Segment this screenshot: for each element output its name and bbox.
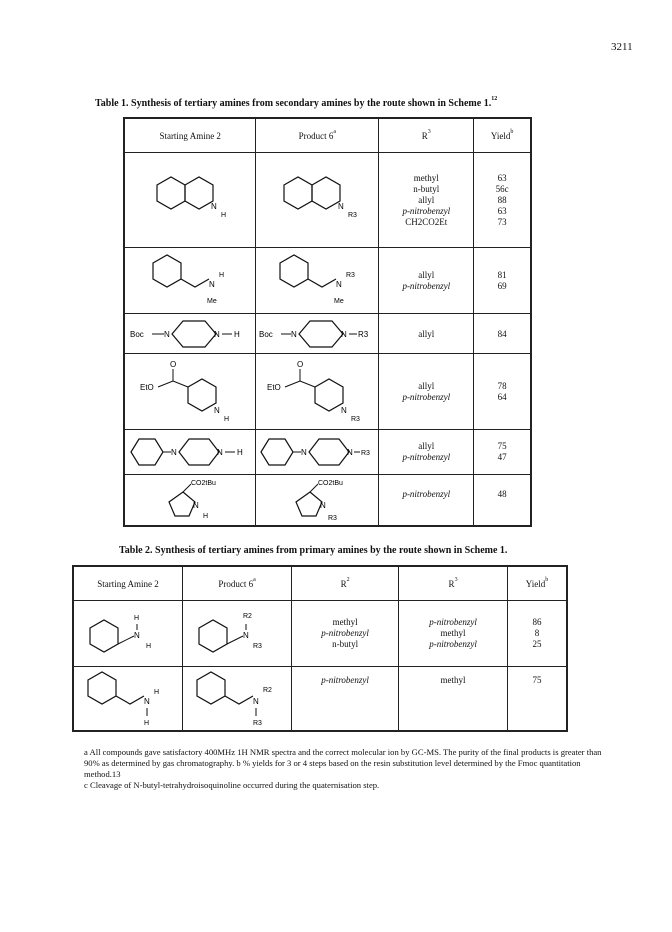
table1-yield-cell: 84 <box>474 314 531 354</box>
svg-text:EtO: EtO <box>140 382 154 392</box>
structure-phenethylamine-product <box>183 667 292 731</box>
table1-yield-cell: 81 69 <box>474 248 531 314</box>
structure-thiq-product <box>256 153 379 248</box>
svg-text:N: N <box>338 202 345 211</box>
svg-text:CO2tBu: CO2tBu <box>191 479 217 487</box>
table1 <box>123 117 532 527</box>
footnote-c: c Cleavage of N-butyl-tetrahydroisoquinoline occurred during the quaternisation step. <box>84 780 380 790</box>
table-row <box>124 430 531 475</box>
table-row <box>73 667 567 731</box>
svg-text:N: N <box>320 500 327 510</box>
svg-text:N: N <box>243 630 249 640</box>
svg-text:H: H <box>233 329 240 339</box>
thiq-structure-diagram <box>135 165 245 235</box>
svg-text:R3: R3 <box>358 329 369 339</box>
table-row <box>124 153 531 248</box>
isonipecotate-diagram <box>130 357 250 427</box>
table2-header-row <box>73 566 567 601</box>
benzylamine-diagram <box>78 606 178 662</box>
svg-text:O: O <box>170 359 177 369</box>
svg-text:N: N <box>214 405 220 415</box>
phenethyl-structure-diagram <box>135 251 245 311</box>
table1-yield-cell: 63 56c 88 63 73 <box>474 153 531 248</box>
table2-header-yield: Yield$^b$ <box>508 566 567 601</box>
svg-text:Boc: Boc <box>259 329 274 339</box>
svg-text:H: H <box>203 512 209 520</box>
svg-text:H: H <box>144 720 150 728</box>
svg-text:N: N <box>171 448 177 457</box>
table2-r3-cell: methyl <box>399 667 508 731</box>
svg-text:N: N <box>163 329 170 339</box>
footnote-ab: a All compounds gave satisfactory 400MHz 1H NMR spectra and the correct molecular ion by GC-MS. The purity of the final products is greater than 90% as determined by gas chromatography. b % yields for 3 or 4 steps based on the resin substitution level determined by the Fmoc quantitation method.13 <box>84 747 602 779</box>
phenethylamine-product-diagram <box>187 668 287 728</box>
svg-text:N: N <box>211 202 217 211</box>
table1-header-r3: $R^3$ <box>379 118 474 153</box>
structure-ethyl-isonipecotate <box>124 354 256 430</box>
structure-phenethyl-product <box>256 248 379 314</box>
footnotes <box>84 747 604 791</box>
phenylpiperazine-product-diagram <box>257 433 377 471</box>
structure-benzylamine <box>73 601 183 667</box>
svg-text:H: H <box>237 448 243 457</box>
svg-text:N: N <box>301 448 308 457</box>
table1-caption-text: Table 1. Synthesis of tertiary amines from secondary amines by the route shown in Scheme 1. <box>95 98 492 109</box>
proline-diagram <box>135 476 245 524</box>
page-number: 3211 <box>611 41 633 53</box>
structure-boc-piperazine-product <box>256 314 379 354</box>
table2-r2-cell: p-nitrobenzyl <box>292 667 399 731</box>
svg-text:N: N <box>217 448 223 457</box>
svg-text:O: O <box>297 359 304 369</box>
svg-text:H: H <box>146 642 152 650</box>
table1-caption-ref: 12 <box>491 96 498 102</box>
structure-proline-product <box>256 475 379 526</box>
table2-header-product: Product 6$^a$ <box>183 566 292 601</box>
svg-text:EtO: EtO <box>267 382 282 392</box>
svg-text:R2: R2 <box>263 687 273 695</box>
structure-methylphenethylamine <box>124 248 256 314</box>
structure-phenylpiperazine-product <box>256 430 379 475</box>
table2-yield-cell: 75 <box>508 667 567 731</box>
svg-text:N: N <box>209 279 215 289</box>
table1-caption <box>95 98 497 109</box>
table1-r3-cell: allyl <box>379 314 474 354</box>
table2-header-r3: $R^3$ <box>399 566 508 601</box>
svg-text:N: N <box>336 279 343 289</box>
svg-text:Me: Me <box>334 297 345 305</box>
svg-text:N: N <box>341 405 348 415</box>
svg-text:H: H <box>221 212 227 219</box>
svg-text:N: N <box>193 500 199 510</box>
table-row <box>124 475 531 526</box>
phenethylamine-diagram <box>78 668 178 728</box>
svg-text:H: H <box>224 415 230 423</box>
svg-text:N: N <box>291 329 298 339</box>
boc-piperazine-product-diagram <box>257 317 377 351</box>
table2 <box>72 565 568 732</box>
table2-r3-cell: p-nitrobenzyl methyl p-nitrobenzyl <box>399 601 508 667</box>
svg-text:R3: R3 <box>346 271 356 279</box>
svg-text:R3: R3 <box>253 720 263 728</box>
isonipecotate-product-diagram <box>257 357 377 427</box>
svg-text:R3: R3 <box>348 212 358 219</box>
table1-yield-cell: 48 <box>474 475 531 526</box>
svg-text:R3: R3 <box>328 514 338 522</box>
svg-text:R3: R3 <box>361 450 371 457</box>
table-row <box>124 354 531 430</box>
svg-text:N: N <box>213 329 220 339</box>
table1-r3-cell: p-nitrobenzyl <box>379 475 474 526</box>
structure-isonipecotate-product <box>256 354 379 430</box>
table2-header-starting: Starting Amine 2 <box>73 566 183 601</box>
svg-text:CO2tBu: CO2tBu <box>318 479 344 487</box>
structure-benzylamine-product <box>183 601 292 667</box>
structure-phenylpiperazine <box>124 430 256 475</box>
table1-header-row <box>124 118 531 153</box>
table2-r2-cell: methyl p-nitrobenzyl n-butyl <box>292 601 399 667</box>
table2-header-r2: $R^2$ <box>292 566 399 601</box>
table1-r3-cell: allyl p-nitrobenzyl <box>379 354 474 430</box>
table-row <box>124 248 531 314</box>
boc-piperazine-diagram <box>128 317 253 351</box>
svg-text:H: H <box>219 271 225 279</box>
table1-header-product: Product 6$^a$ <box>256 118 379 153</box>
phenylpiperazine-diagram <box>127 433 253 471</box>
table1-r3-cell: methyl n-butyl allyl p-nitrobenzyl CH2CO2Et <box>379 153 474 248</box>
svg-text:R3: R3 <box>351 415 361 423</box>
structure-phenethylamine <box>73 667 183 731</box>
svg-text:Me: Me <box>207 297 217 305</box>
svg-text:N: N <box>253 697 259 707</box>
proline-product-diagram <box>262 476 372 524</box>
benzylamine-product-diagram <box>187 606 287 662</box>
svg-text:N: N <box>144 697 150 707</box>
svg-text:N: N <box>341 329 348 339</box>
table1-header-starting: Starting Amine 2 <box>124 118 256 153</box>
table1-r3-cell: allyl p-nitrobenzyl <box>379 248 474 314</box>
svg-text:N: N <box>347 448 354 457</box>
table2-caption: Table 2. Synthesis of tertiary amines from primary amines by the route shown in Scheme 1. <box>119 545 508 556</box>
table1-yield-cell: 75 47 <box>474 430 531 475</box>
table-row <box>124 314 531 354</box>
table2-yield-cell: 86 8 25 <box>508 601 567 667</box>
table-row <box>73 601 567 667</box>
table1-header-yield: Yield$^b$ <box>474 118 531 153</box>
structure-boc-piperazine <box>124 314 256 354</box>
svg-text:N: N <box>134 630 140 640</box>
svg-text:R3: R3 <box>253 642 263 650</box>
structure-proline-tbu-ester <box>124 475 256 526</box>
svg-text:Boc: Boc <box>129 329 144 339</box>
thiq-product-diagram <box>262 165 372 235</box>
structure-tetrahydroisoquinoline <box>124 153 256 248</box>
svg-text:H: H <box>134 614 140 622</box>
phenethyl-product-diagram <box>262 251 372 311</box>
svg-text:R2: R2 <box>243 612 253 620</box>
svg-text:H: H <box>154 689 160 697</box>
table1-r3-cell: allyl p-nitrobenzyl <box>379 430 474 475</box>
table1-yield-cell: 78 64 <box>474 354 531 430</box>
